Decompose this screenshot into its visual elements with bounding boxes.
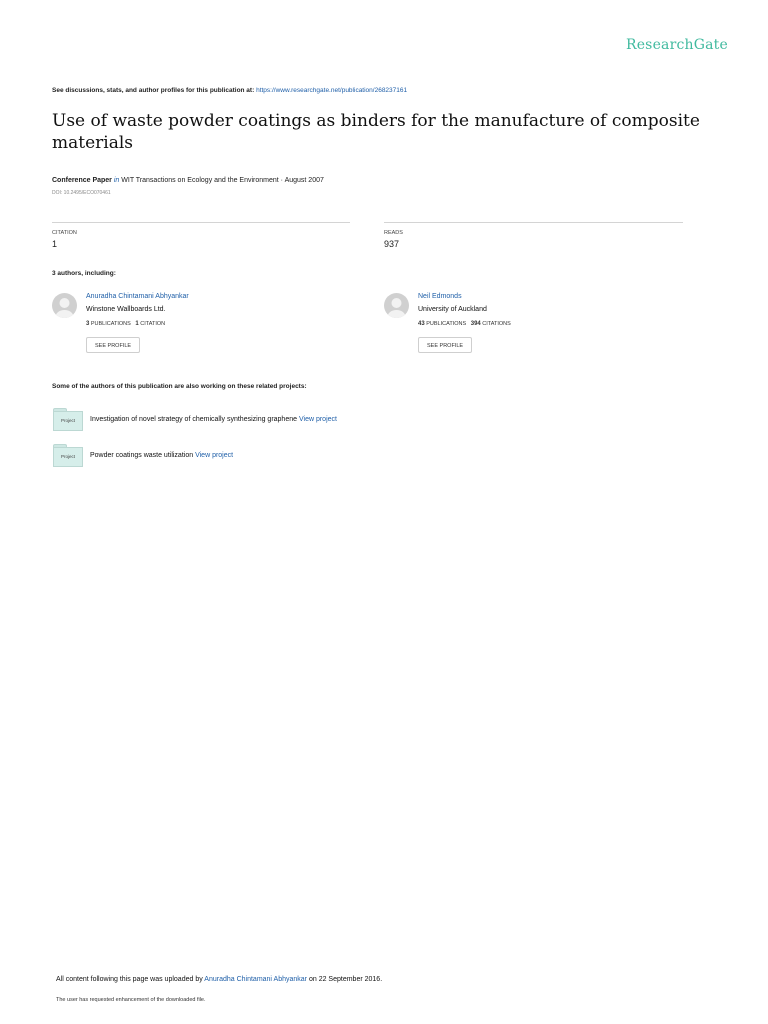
project-icon-label: Project: [53, 447, 83, 467]
see-profile-button[interactable]: SEE PROFILE: [86, 337, 140, 353]
avatar[interactable]: [52, 293, 77, 318]
publications-count: 3: [86, 321, 90, 327]
publication-url-link[interactable]: https://www.researchgate.net/publication/268237161: [256, 87, 408, 94]
citations-count: 1: [135, 321, 139, 327]
uploader-link[interactable]: Anuradha Chintamani Abhyankar: [204, 976, 308, 983]
see-profile-button[interactable]: SEE PROFILE: [418, 337, 472, 353]
author-affiliation: University of Auckland: [418, 306, 487, 313]
publications-label: PUBLICATIONS: [90, 321, 131, 327]
user-silhouette-icon: [52, 293, 77, 318]
publications-count: 43: [418, 321, 425, 327]
intro-text: See discussions, stats, and author profiles for this publication at:: [52, 87, 255, 94]
project-item: [90, 416, 337, 423]
meta-in: in: [113, 177, 120, 184]
project-folder-icon[interactable]: [53, 444, 83, 466]
reads-value: 937: [384, 239, 400, 249]
author-stats: [86, 321, 165, 327]
user-silhouette-icon: [384, 293, 409, 318]
citations-label: CITATIONS: [482, 321, 511, 327]
citations-label: CITATION: [140, 321, 166, 327]
view-project-link[interactable]: View project: [195, 452, 234, 459]
project-title: Powder coatings waste utilization: [90, 452, 194, 459]
upload-suffix: on 22 September 2016.: [308, 976, 383, 983]
authors-heading: 3 authors, including:: [52, 270, 116, 277]
author-name-link[interactable]: Anuradha Chintamani Abhyankar: [86, 293, 189, 300]
divider-left: [52, 222, 350, 223]
project-item: [90, 452, 233, 459]
publication-title: Use of waste powder coatings as binders for the manufacture of composite materials: [52, 111, 700, 153]
citation-label: CITATION: [52, 230, 77, 236]
publication-meta: [52, 177, 324, 184]
doi: DOI: 10.2495/ECO070461: [52, 190, 111, 196]
publications-label: PUBLICATIONS: [426, 321, 467, 327]
intro-line: [52, 87, 407, 94]
publication-type: Conference Paper: [52, 177, 112, 184]
divider-right: [384, 222, 683, 223]
author-stats: [418, 321, 511, 327]
enhancement-note: The user has requested enhancement of the downloaded file.: [56, 997, 206, 1003]
upload-notice: [56, 976, 382, 983]
researchgate-logo[interactable]: ResearchGate: [625, 37, 728, 53]
reads-label: READS: [384, 230, 403, 236]
avatar[interactable]: [384, 293, 409, 318]
project-folder-icon[interactable]: [53, 408, 83, 430]
citations-count: 394: [470, 321, 481, 327]
author-affiliation: Winstone Wallboards Ltd.: [86, 306, 166, 313]
project-title: Investigation of novel strategy of chemically synthesizing graphene: [90, 416, 298, 423]
view-project-link[interactable]: View project: [298, 416, 337, 423]
related-projects-heading: Some of the authors of this publication are also working on these related projects:: [52, 383, 307, 390]
citation-value: 1: [52, 239, 58, 249]
venue-link[interactable]: WIT Transactions on Ecology and the Environment · August 2007: [121, 177, 324, 184]
upload-prefix: All content following this page was uploaded by: [56, 976, 203, 983]
author-name-link[interactable]: Neil Edmonds: [418, 293, 462, 300]
project-icon-label: Project: [53, 411, 83, 431]
